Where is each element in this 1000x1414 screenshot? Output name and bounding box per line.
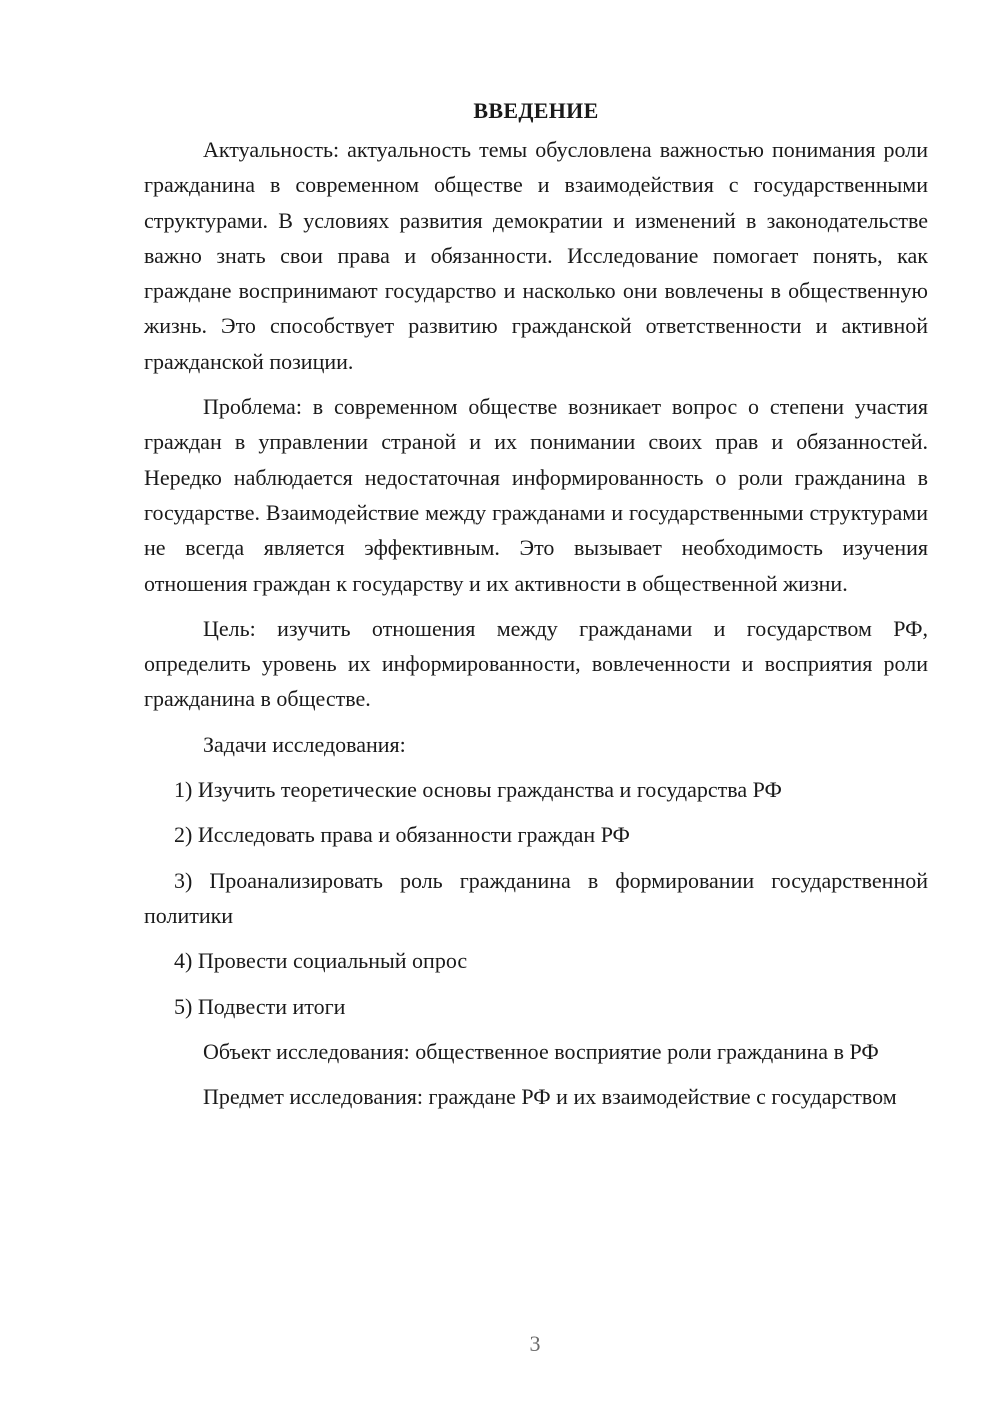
tasks-label: Задачи исследования:: [203, 731, 406, 757]
subject-paragraph: Предмет исследования: граждане РФ и их взаимодействие с государством: [203, 1084, 897, 1110]
document-page: [144, 94, 928, 1124]
task-item-1: 1) Изучить теоретические основы гражданства и государства РФ: [174, 777, 782, 803]
task-item-5: 5) Подвести итоги: [174, 993, 346, 1019]
task-item-2: 2) Исследовать права и обязанности граждан РФ: [174, 822, 630, 848]
page-number: 3: [529, 1331, 541, 1356]
page-title: ВВЕДЕНИЕ: [473, 98, 599, 123]
task-item-3: 3) Проанализировать роль гражданина в формировании государственной политики: [144, 867, 928, 928]
goal-paragraph: Цель: изучить отношения между гражданами и государством РФ, определить уровень их информированности, вовлеченности и восприятия роли гражданина в обществе.: [144, 615, 928, 712]
task-item-4: 4) Провести социальный опрос: [174, 948, 468, 974]
problem-paragraph: Проблема: в современном обществе возникает вопрос о степени участия граждан в управлении страной и их понимании своих прав и обязанностей. Нередко наблюдается недостаточная информированность о роли гражданина в государстве. Взаимодействие между гражданами и государственными структурами не всегда является эффективным. Это вызывает необходимость изучения отношения граждан к государству и их активности в общественной жизни.: [144, 394, 928, 596]
object-paragraph: Объект исследования: общественное восприятие роли гражданина в РФ: [203, 1038, 879, 1064]
relevance-paragraph: Актуальность: актуальность темы обусловлена важностью понимания роли гражданина в современном обществе и взаимодействия с государственными структурами. В условиях развития демократии и изменений в законодательстве важно знать свои права и обязанности. Исследование помогает понять, как граждане воспринимают государство и насколько они вовлечены в общественную жизнь. Это способствует развитию гражданской ответственности и активной гражданской позиции.: [144, 137, 928, 374]
